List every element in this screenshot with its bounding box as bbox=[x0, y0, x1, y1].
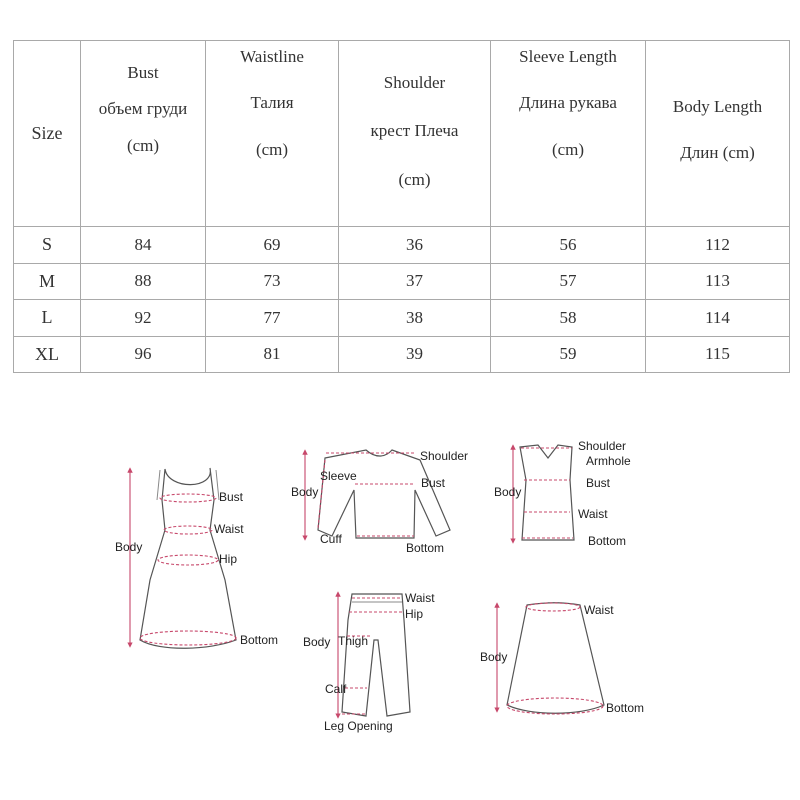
bust-value: 84 bbox=[81, 227, 206, 264]
pants-body-label: Body bbox=[303, 635, 331, 649]
body-length-value: 112 bbox=[646, 227, 790, 264]
pants-hip-label: Hip bbox=[405, 607, 424, 621]
skirt-waist-label: Waist bbox=[584, 603, 614, 617]
sweater-diagram bbox=[291, 449, 468, 555]
shoulder-value: 39 bbox=[339, 336, 491, 373]
size-label: S bbox=[14, 227, 81, 264]
header-body-length: Body Length Длин (cm) bbox=[646, 41, 790, 227]
header-shoulder: Shoulder крест Плеча (cm) bbox=[339, 41, 491, 227]
dress-body-label: Body bbox=[115, 540, 143, 554]
dress-hip-label: Hip bbox=[219, 552, 238, 566]
vest-diagram bbox=[494, 439, 631, 548]
sleeve-length-value: 57 bbox=[491, 263, 646, 300]
vest-waist-label: Waist bbox=[578, 507, 608, 521]
dress-bottom-line bbox=[140, 631, 236, 645]
shoulder-value: 38 bbox=[339, 300, 491, 337]
skirt-body-label: Body bbox=[480, 650, 508, 664]
sleeve-length-value: 56 bbox=[491, 227, 646, 264]
waistline-value: 69 bbox=[206, 227, 339, 264]
header-sleeve-length: Sleeve Length Длина рукава (cm) bbox=[491, 41, 646, 227]
pants-calf-label: Calf bbox=[325, 682, 347, 696]
pants-thigh-label: Thigh bbox=[338, 634, 369, 648]
skirt-bottom-label: Bottom bbox=[606, 701, 645, 715]
sweater-shoulder-label: Shoulder bbox=[420, 449, 469, 463]
header-waistline: Waistline Талия (cm) bbox=[206, 41, 339, 227]
dress-diagram bbox=[115, 468, 278, 648]
skirt-outline bbox=[507, 603, 604, 714]
waistline-value: 81 bbox=[206, 336, 339, 373]
bust-value: 92 bbox=[81, 300, 206, 337]
skirt-diagram bbox=[480, 603, 644, 715]
waistline-value: 73 bbox=[206, 263, 339, 300]
vest-bottom-label: Bottom bbox=[588, 534, 627, 548]
size-label: XL bbox=[14, 336, 81, 373]
sweater-bust-label: Bust bbox=[421, 476, 446, 490]
waistline-value: 77 bbox=[206, 300, 339, 337]
vest-body-label: Body bbox=[494, 485, 522, 499]
dress-waist-line bbox=[164, 526, 212, 534]
body-length-value: 115 bbox=[646, 336, 790, 373]
skirt-bottom-line bbox=[507, 698, 603, 714]
shoulder-value: 36 bbox=[339, 227, 491, 264]
sleeve-length-value: 59 bbox=[491, 336, 646, 373]
bust-value: 96 bbox=[81, 336, 206, 373]
sweater-sleeve-label: Sleeve bbox=[320, 469, 357, 483]
dress-hip-line bbox=[158, 555, 218, 565]
header-size: Size bbox=[14, 41, 81, 227]
dress-waist-label: Waist bbox=[214, 522, 244, 536]
dress-bust-label: Bust bbox=[219, 490, 244, 504]
vest-armhole-label: Armhole bbox=[586, 454, 631, 468]
pants-waist-label: Waist bbox=[405, 591, 435, 605]
sweater-outline bbox=[318, 450, 450, 538]
body-length-value: 114 bbox=[646, 300, 790, 337]
size-label: L bbox=[14, 300, 81, 337]
vest-shoulder-label: Shoulder bbox=[578, 439, 627, 453]
body-length-value: 113 bbox=[646, 263, 790, 300]
size-label: M bbox=[14, 263, 81, 300]
sweater-bottom-label: Bottom bbox=[406, 541, 445, 555]
sweater-cuff-label: Cuff bbox=[320, 532, 342, 546]
pants-leg-opening-label: Leg Opening bbox=[324, 719, 393, 733]
sweater-body-label: Body bbox=[291, 485, 319, 499]
shoulder-value: 37 bbox=[339, 263, 491, 300]
dress-bust-line bbox=[160, 494, 216, 502]
vest-bust-label: Bust bbox=[586, 476, 611, 490]
sleeve-length-value: 58 bbox=[491, 300, 646, 337]
dress-bottom-label: Bottom bbox=[240, 633, 279, 647]
pants-diagram bbox=[303, 591, 435, 733]
vest-outline bbox=[520, 445, 574, 540]
bust-value: 88 bbox=[81, 263, 206, 300]
header-bust: Bust объем груди (cm) bbox=[81, 41, 206, 227]
